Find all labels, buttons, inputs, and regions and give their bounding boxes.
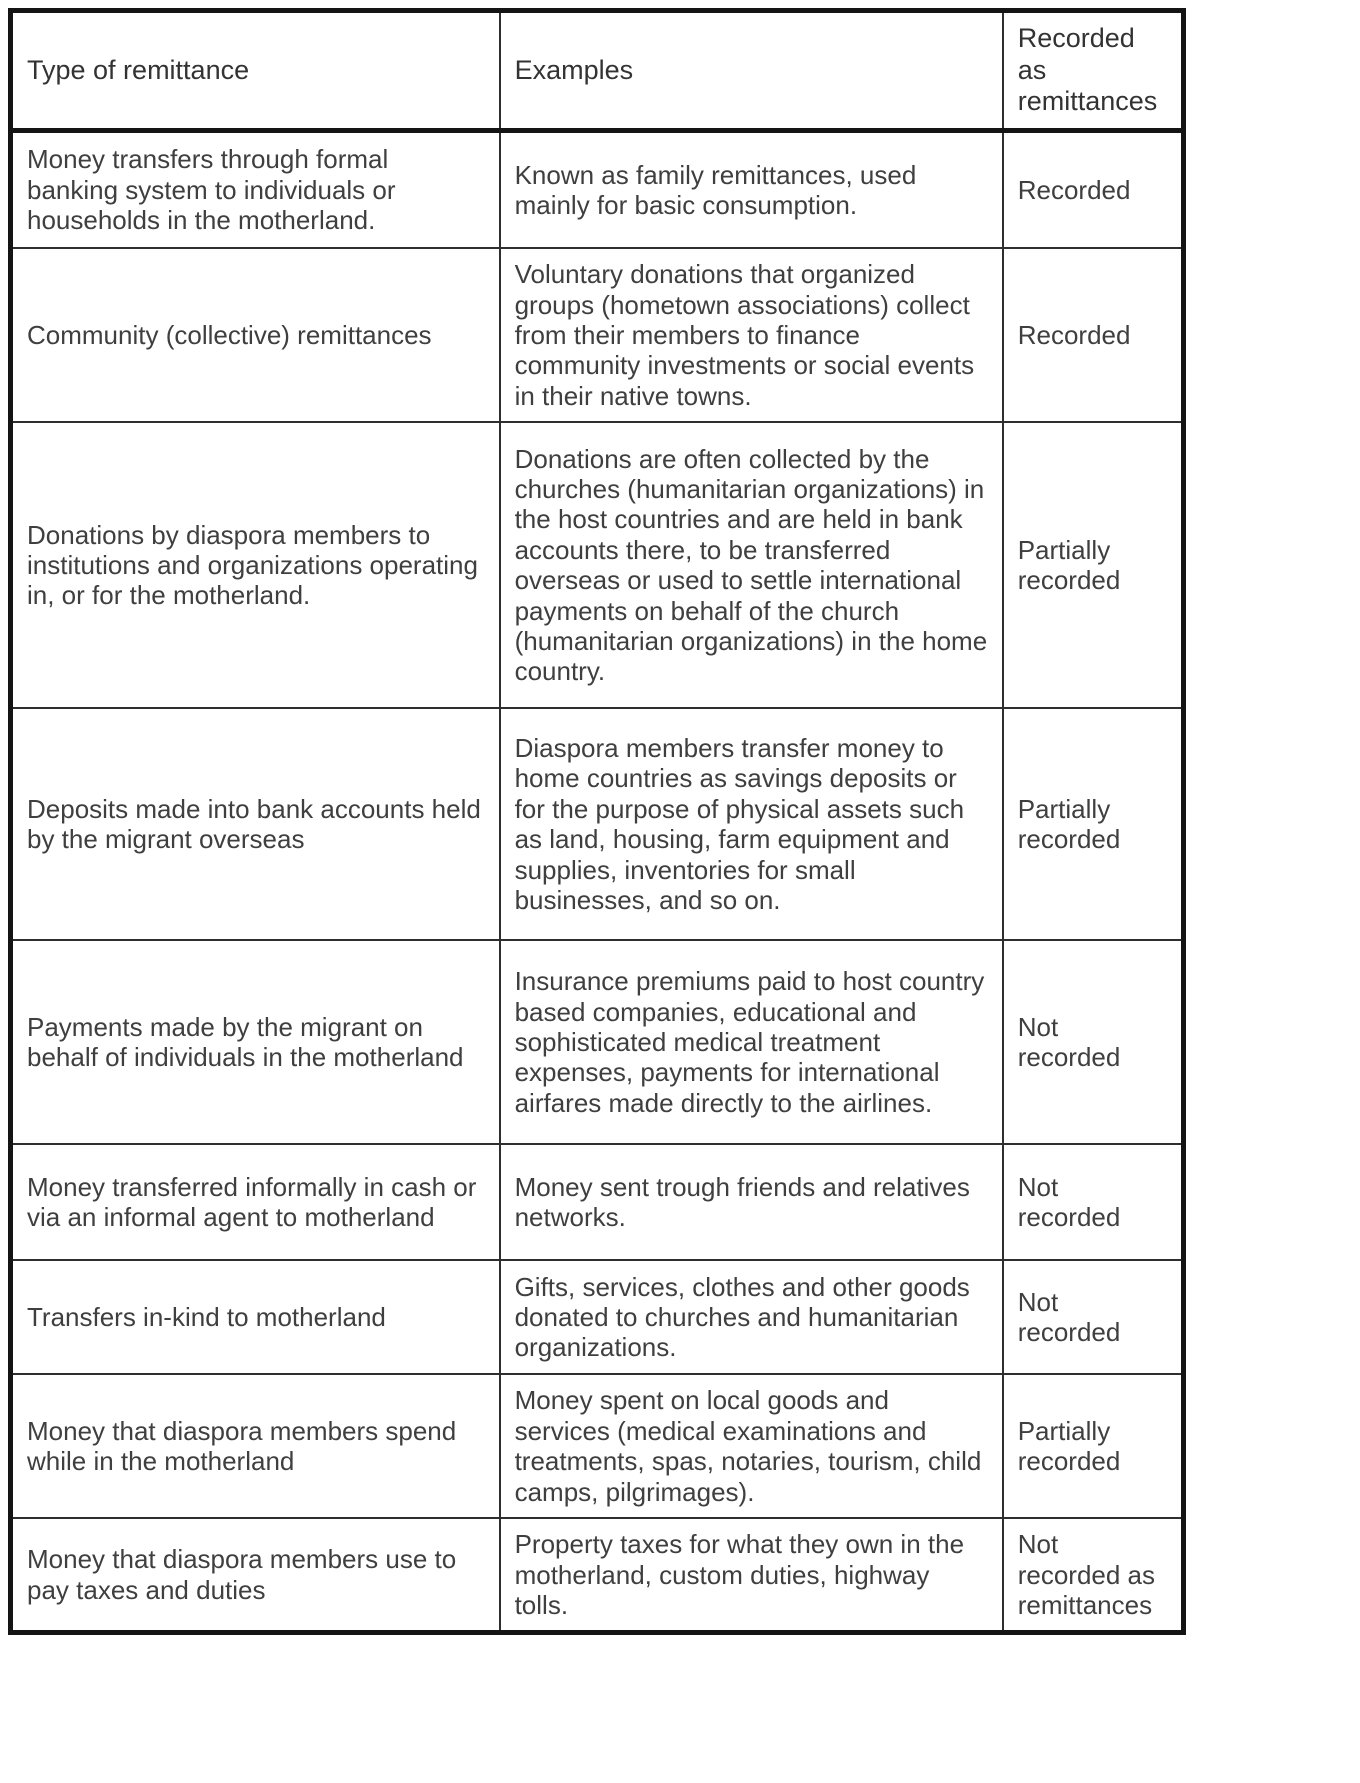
table-row: [11, 248, 1184, 422]
cell-examples: Known as family remittances, used mainly for basic consumption.: [500, 130, 1003, 248]
cell-examples: Money sent trough friends and relatives networks.: [500, 1144, 1003, 1260]
cell-type: Money that diaspora members use to pay taxes and duties: [11, 1518, 500, 1633]
cell-examples: Property taxes for what they own in the motherland, custom duties, highway tolls.: [500, 1518, 1003, 1633]
header-examples: Examples: [500, 11, 1003, 131]
cell-examples: Gifts, services, clothes and other goods donated to churches and humanitarian organizations.: [500, 1260, 1003, 1374]
header-recorded-as-remittances: Recorded as remittances: [1003, 11, 1184, 131]
remittance-table: [8, 8, 1186, 1635]
cell-recorded: Not recorded: [1003, 940, 1184, 1144]
cell-type: Money transfers through formal banking system to individuals or households in the motherland.: [11, 130, 500, 248]
table-row: [11, 1374, 1184, 1518]
cell-recorded: Partially recorded: [1003, 422, 1184, 708]
table-row: [11, 1260, 1184, 1374]
table-row: [11, 940, 1184, 1144]
cell-examples: Money spent on local goods and services (medical examinations and treatments, spas, notaries, tourism, child camps, pilgrimages).: [500, 1374, 1003, 1518]
cell-recorded: Recorded: [1003, 248, 1184, 422]
cell-recorded: Partially recorded: [1003, 708, 1184, 940]
cell-examples: Insurance premiums paid to host country based companies, educational and sophisticated medical treatment expenses, payments for international airfares made directly to the airlines.: [500, 940, 1003, 1144]
header-row: [11, 11, 1184, 131]
cell-examples: Diaspora members transfer money to home countries as savings deposits or for the purpose of physical assets such as land, housing, farm equipment and supplies, inventories for small businesses, and so on.: [500, 708, 1003, 940]
table-row: [11, 1518, 1184, 1633]
cell-recorded: Partially recorded: [1003, 1374, 1184, 1518]
cell-type: Money that diaspora members spend while in the motherland: [11, 1374, 500, 1518]
header-type-of-remittance: Type of remittance: [11, 11, 500, 131]
cell-examples: Donations are often collected by the churches (humanitarian organizations) in the host countries and are held in bank accounts there, to be transferred overseas or used to settle international payments on behalf of the church (humanitarian organizations) in the home country.: [500, 422, 1003, 708]
table-header: [11, 11, 1184, 131]
cell-type: Deposits made into bank accounts held by the migrant overseas: [11, 708, 500, 940]
cell-recorded: Recorded: [1003, 130, 1184, 248]
cell-type: Donations by diaspora members to institutions and organizations operating in, or for the motherland.: [11, 422, 500, 708]
table-body: [11, 130, 1184, 1633]
table-row: [11, 422, 1184, 708]
cell-recorded: Not recorded: [1003, 1144, 1184, 1260]
cell-type: Payments made by the migrant on behalf of individuals in the motherland: [11, 940, 500, 1144]
cell-type: Money transferred informally in cash or via an informal agent to motherland: [11, 1144, 500, 1260]
cell-type: Community (collective) remittances: [11, 248, 500, 422]
cell-type: Transfers in-kind to motherland: [11, 1260, 500, 1374]
cell-examples: Voluntary donations that organized groups (hometown associations) collect from their members to finance community investments or social events in their native towns.: [500, 248, 1003, 422]
table-row: [11, 708, 1184, 940]
table-row: [11, 130, 1184, 248]
table-row: [11, 1144, 1184, 1260]
cell-recorded: Not recorded: [1003, 1260, 1184, 1374]
cell-recorded: Not recorded as remittances: [1003, 1518, 1184, 1633]
